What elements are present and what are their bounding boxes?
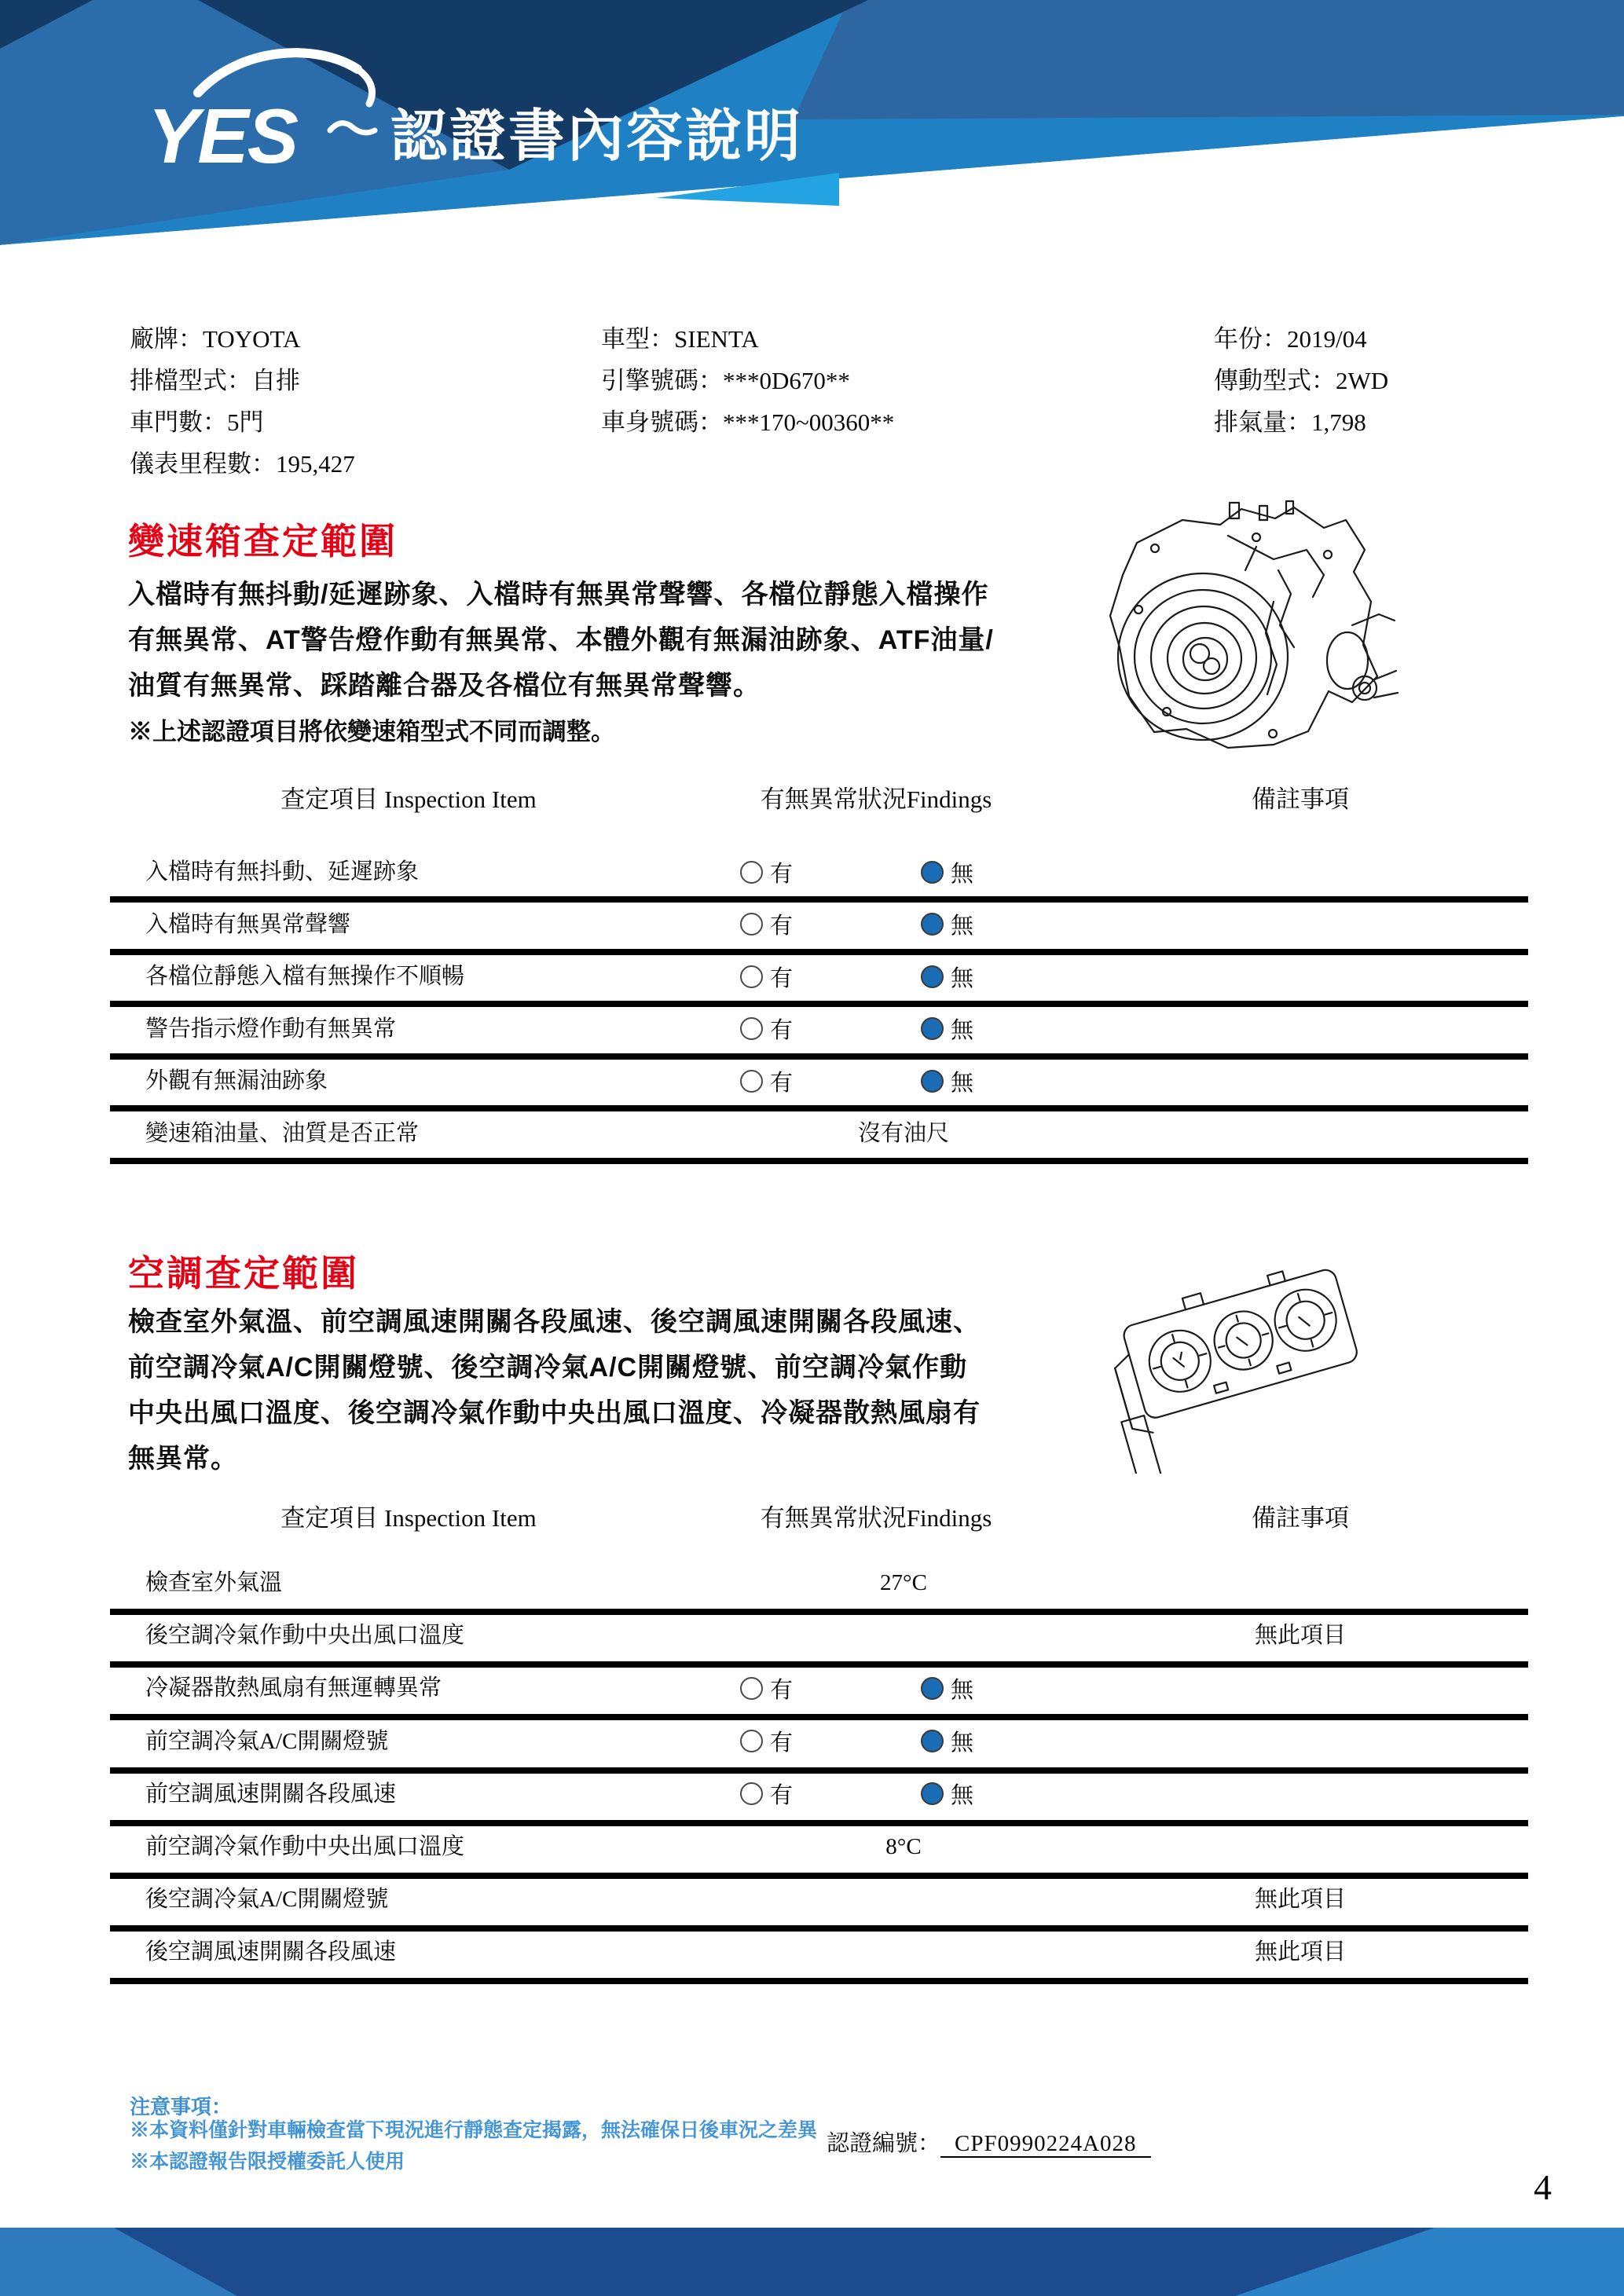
certificate-label: 認證編號： — [827, 2131, 941, 2156]
page-title: 認證書內容說明 — [390, 105, 804, 168]
description-line: 前空調冷氣A/C開關燈號、後空調冷氣A/C開關燈號、前空調冷氣作動 — [128, 1353, 968, 1382]
transmission-description — [128, 572, 994, 709]
radio-selected-icon — [921, 965, 944, 988]
remark-text: 無此項目 — [1254, 1623, 1346, 1649]
vehicle-info-line: 儀表里程數：195,427 — [130, 450, 355, 478]
inspection-item-label: 入檔時有無異常聲響 — [145, 911, 351, 937]
inspection-item-label: 變速箱油量、油質是否正常 — [145, 1120, 420, 1146]
inspection-item-label: 檢查室外氣溫 — [145, 1570, 283, 1595]
radio-option-label: 無 — [951, 914, 974, 939]
transmission-section-heading: 變速箱查定範圍 — [128, 521, 398, 562]
radio-option-label: 無 — [951, 965, 974, 991]
finding-value: 8°C — [885, 1834, 922, 1859]
radio-option — [921, 856, 973, 888]
notes-list — [130, 2118, 817, 2181]
remark-text: 無此項目 — [1254, 1939, 1346, 1965]
radio-option-label: 無 — [951, 1783, 974, 1809]
radio-selected-icon — [921, 913, 944, 936]
radio-unselected-icon — [740, 913, 763, 936]
radio-option-label: 有 — [770, 861, 794, 887]
row-separator — [110, 896, 1528, 903]
row-separator — [110, 1978, 1528, 1984]
inspection-item-label: 警告指示燈作動有無異常 — [145, 1016, 397, 1042]
vehicle-info-column-1 — [130, 318, 355, 485]
remark-text: 無此項目 — [1254, 1887, 1346, 1913]
vehicle-info-line: 排氣量：1,798 — [1214, 408, 1366, 436]
vehicle-info-line: 車型：SIENTA — [601, 325, 759, 353]
vehicle-info-line: 傳動型式：2WD — [1214, 367, 1389, 394]
radio-unselected-icon — [740, 1782, 763, 1805]
aircon-description — [128, 1299, 981, 1481]
row-separator — [110, 1925, 1528, 1932]
row-separator — [110, 1661, 1528, 1668]
transmission-illustration — [1088, 500, 1402, 763]
radio-unselected-icon — [740, 965, 763, 988]
ac-panel-illustration — [1104, 1222, 1371, 1474]
radio-selected-icon — [921, 1017, 944, 1040]
radio-option — [740, 1065, 793, 1097]
radio-option-label: 無 — [951, 861, 974, 887]
radio-option — [740, 856, 793, 888]
inspection-item-label: 入檔時有無抖動、延遲跡象 — [145, 859, 420, 884]
radio-option — [921, 1013, 973, 1045]
radio-option-label: 無 — [951, 1018, 974, 1043]
radio-option-label: 有 — [770, 1070, 794, 1096]
row-separator — [110, 1053, 1528, 1060]
inspection-item-label: 後空調冷氣作動中央出風口溫度 — [145, 1623, 465, 1649]
vehicle-info-column-3 — [1214, 318, 1388, 443]
radio-option-label: 有 — [770, 1783, 794, 1809]
radio-option-label: 無 — [951, 1070, 974, 1096]
radio-unselected-icon — [740, 1677, 763, 1700]
radio-option — [921, 1065, 973, 1097]
radio-selected-icon — [921, 1070, 944, 1093]
radio-option-label: 有 — [770, 1018, 794, 1043]
finding-value: 27°C — [880, 1570, 927, 1595]
description-line: 檢查室外氣溫、前空調風速開關各段風速、後空調風速開關各段風速、 — [128, 1307, 981, 1337]
inspection-item-label: 外觀有無漏油跡象 — [145, 1068, 328, 1093]
banner-right-facet — [794, 0, 1624, 119]
row-separator — [110, 1001, 1528, 1007]
radio-option — [740, 1726, 793, 1757]
radio-option-label: 無 — [951, 1730, 974, 1756]
table-column-header: 有無異常狀況Findings — [760, 785, 992, 813]
inspection-item-label: 前空調冷氣A/C開關燈號 — [145, 1728, 389, 1754]
inspection-item-label: 前空調冷氣作動中央出風口溫度 — [145, 1834, 465, 1859]
radio-unselected-icon — [740, 861, 763, 884]
note-line: ※本資料僅針對車輛檢查當下現況進行靜態查定揭露，無法確保日後車況之差異 — [130, 2119, 818, 2141]
radio-option — [740, 1013, 793, 1045]
inspection-item-label: 前空調風速開關各段風速 — [145, 1781, 397, 1807]
aircon-section-heading: 空調查定範圍 — [128, 1253, 359, 1294]
row-separator — [110, 1105, 1528, 1111]
row-separator — [110, 1820, 1528, 1826]
radio-unselected-icon — [740, 1730, 763, 1752]
vehicle-info-column-2 — [601, 318, 894, 443]
header-banner — [0, 0, 1624, 251]
radio-selected-icon — [921, 1730, 944, 1752]
inspection-item-label: 各檔位靜態入檔有無操作不順暢 — [145, 964, 465, 989]
radio-option — [921, 961, 973, 992]
row-separator — [110, 1767, 1528, 1774]
table-column-header: 備註事項 — [1252, 785, 1349, 813]
notes-title: 注意事項： — [130, 2095, 233, 2118]
vehicle-info-line: 年份：2019/04 — [1214, 325, 1367, 353]
radio-selected-icon — [921, 861, 944, 884]
certificate-number-row — [827, 2126, 1151, 2158]
yes-logo-text: YES — [148, 93, 298, 179]
description-line: 有無異常、AT警告燈作動有無異常、本體外觀有無漏油跡象、ATF油量/ — [128, 625, 994, 655]
description-line: 無異常。 — [128, 1444, 238, 1474]
radio-option — [921, 1778, 973, 1810]
radio-option — [921, 1672, 973, 1704]
inspection-item-label: 後空調冷氣A/C開關燈號 — [145, 1887, 389, 1913]
table-column-header: 有無異常狀況Findings — [760, 1504, 992, 1532]
table-column-header: 查定項目 Inspection Item — [280, 785, 537, 813]
radio-option — [740, 961, 793, 992]
footer-banner — [0, 2228, 1624, 2296]
row-separator — [110, 1158, 1528, 1164]
inspection-item-label: 冷凝器散熱風扇有無運轉異常 — [145, 1675, 442, 1701]
inspection-item-label: 後空調風速開關各段風速 — [145, 1939, 397, 1965]
description-line: 油質有無異常、踩踏離合器及各檔位有無異常聲響。 — [128, 671, 761, 701]
vehicle-info-line: 車門數：5門 — [130, 408, 264, 436]
radio-option-label: 有 — [770, 965, 794, 991]
transmission-note: ※上述認證項目將依變速箱型式不同而調整。 — [128, 718, 615, 745]
description-line: 入檔時有無抖動/延遲跡象、入檔時有無異常聲響、各檔位靜態入檔操作 — [128, 580, 989, 610]
radio-option-label: 有 — [770, 1677, 794, 1703]
description-line: 中央出風口溫度、後空調冷氣作動中央出風口溫度、冷凝器散熱風扇有 — [128, 1398, 981, 1428]
vehicle-info-line: 排檔型式：自排 — [130, 367, 300, 394]
vehicle-info-line: 引擎號碼：***0D670** — [601, 367, 850, 394]
page-number: 4 — [1534, 2167, 1552, 2207]
radio-option — [921, 909, 973, 940]
vehicle-info-line: 廠牌：TOYOTA — [130, 325, 301, 353]
radio-option-label: 無 — [951, 1677, 974, 1703]
radio-selected-icon — [921, 1782, 944, 1805]
radio-selected-icon — [921, 1677, 944, 1700]
radio-option — [740, 909, 793, 940]
radio-option-label: 有 — [770, 914, 794, 939]
radio-unselected-icon — [740, 1070, 763, 1093]
table-column-header: 備註事項 — [1252, 1504, 1349, 1532]
radio-option — [740, 1672, 793, 1704]
radio-option — [921, 1726, 973, 1757]
radio-unselected-icon — [740, 1017, 763, 1040]
row-separator — [110, 1714, 1528, 1720]
radio-option-label: 有 — [770, 1730, 794, 1756]
vehicle-info-line: 車身號碼：***170~00360** — [601, 408, 895, 436]
table-column-header: 查定項目 Inspection Item — [280, 1504, 537, 1532]
note-line: ※本認證報告限授權委託人使用 — [130, 2151, 405, 2173]
row-separator — [110, 949, 1528, 955]
certificate-number: CPF0990224A028 — [940, 2131, 1151, 2158]
radio-option — [740, 1778, 793, 1810]
row-separator — [110, 1873, 1528, 1879]
finding-value: 沒有油尺 — [857, 1120, 949, 1146]
row-separator — [110, 1609, 1528, 1615]
